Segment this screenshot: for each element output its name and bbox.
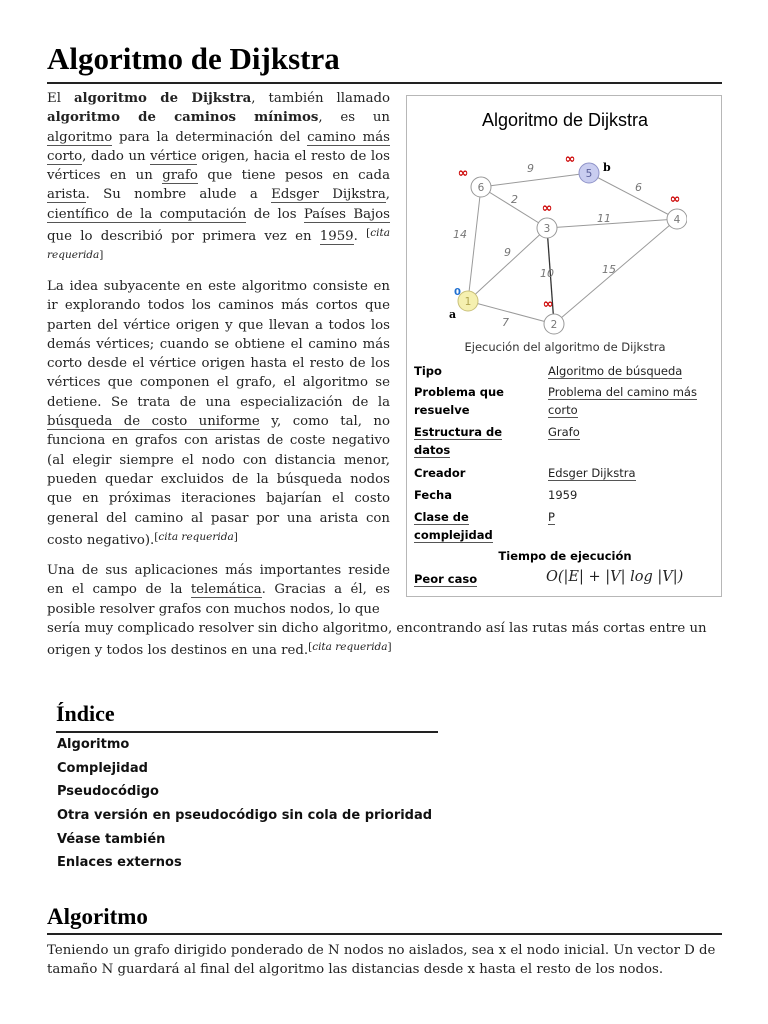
text: de los [246, 206, 304, 222]
toc-item[interactable]: Véase también [57, 831, 166, 847]
link-algoritmo[interactable]: algoritmo [47, 129, 113, 145]
link-creador[interactable]: Edsger Dijkstra [548, 466, 636, 480]
intro-paragraph [47, 89, 390, 269]
toc-item[interactable]: Algoritmo [57, 737, 130, 752]
infinity-icon: ∞ [542, 297, 554, 312]
dijkstra-graph-image[interactable] [447, 146, 687, 336]
infinity-icon: ∞ [669, 192, 681, 207]
toc-title: Índice [56, 699, 438, 733]
link-grafo[interactable]: grafo [162, 168, 198, 184]
edge-weight-label: 9 [527, 162, 534, 175]
text: y, como tal, no funciona en grafos con aristas de coste negativo (al elegir siempre el nodo con distancia menor, pueden quedar excluidos de la búsqueda nodos que en próximas iteraciones bajarían el costo general del camino al pasar por una arista con costo negativo). [47, 414, 390, 548]
infobox [406, 95, 722, 597]
graph-edges [468, 173, 677, 324]
edge-weight-label: 14 [453, 228, 467, 241]
infobox-section-header: Tiempo de ejecución [498, 549, 632, 563]
row-label: Fecha [414, 488, 452, 502]
edge-weight-label: 2 [511, 193, 518, 206]
text: . Gracias a él, es posible resolver grafos con muchos nodos, lo que [47, 582, 390, 617]
text: El [47, 91, 74, 106]
link-telematica[interactable]: telemática [190, 582, 262, 598]
text: que lo describió por primera vez en [47, 229, 320, 245]
link-grafo-infobox[interactable]: Grafo [548, 425, 580, 439]
link-algoritmo-busqueda[interactable]: Algoritmo de búsqueda [548, 364, 683, 378]
bracket: [ [154, 530, 159, 543]
edge-weight-label: 11 [597, 212, 611, 225]
node-label: 6 [477, 182, 485, 194]
row-label: Tipo [414, 364, 442, 378]
text: sería muy complicado resolver sin dicho algoritmo, encontrando así las rutas más cortas entre un origen y todos los destinos en una red. [47, 621, 707, 659]
table-of-contents [57, 736, 432, 878]
edge-1-3 [468, 228, 547, 301]
node-label: 4 [673, 214, 681, 226]
link-clase-p[interactable]: P [548, 510, 555, 524]
section-heading: Algoritmo [47, 902, 722, 935]
citation-text: cita requerida [312, 641, 388, 654]
page-title: Algoritmo de Dijkstra [47, 40, 722, 84]
link-arista[interactable]: arista [47, 187, 86, 203]
infobox-title: Algoritmo de Dijkstra [481, 110, 649, 130]
link-vertice[interactable]: vértice [150, 148, 197, 164]
link-problema-camino[interactable]: Problema del camino más corto [548, 385, 697, 417]
row-value[interactable] [548, 383, 718, 419]
zero-distance-label: 0 [454, 287, 461, 298]
text: que tiene pesos en cada [197, 168, 390, 184]
bracket: ] [233, 530, 238, 543]
text: , [385, 187, 390, 203]
edge-weight-label: 9 [504, 246, 511, 259]
text: . Su nombre alude a [85, 187, 272, 203]
row-value[interactable] [548, 464, 718, 482]
link-peor-caso[interactable]: Peor caso [414, 572, 478, 586]
edge-6-5 [481, 173, 589, 187]
text: para la determinación del [112, 129, 308, 145]
section-paragraph: Teniendo un grafo dirigido ponderado de N nodos no aislados, sea x el nodo inicial. Un vector D de tamaño N guardará al final del algoritmo las distancias desde x hasta el resto de los nodos. [47, 943, 716, 978]
row-value[interactable] [548, 508, 718, 526]
node-name-label: a [449, 308, 457, 321]
node-label: 1 [464, 296, 472, 308]
infinity-icon: ∞ [457, 166, 469, 181]
bracket: ] [99, 249, 104, 262]
link-estructura-datos[interactable]: Estructura de datos [414, 425, 503, 457]
edge-3-4 [547, 219, 677, 228]
row-label [414, 423, 524, 459]
row-label [414, 570, 524, 588]
bracket: [ [308, 641, 313, 654]
text: Una de sus aplicaciones más importantes reside en el campo de la [47, 563, 390, 598]
toc-item[interactable]: Complejidad [57, 760, 148, 776]
link-camino-mas-corto[interactable]: camino más corto [47, 129, 390, 164]
row-label [414, 508, 524, 544]
citation-text: cita requerida [158, 530, 234, 543]
applications-paragraph-continued [47, 619, 727, 661]
citation-needed[interactable] [154, 531, 238, 543]
link-edsger-dijkstra[interactable]: Edsger Dijkstra [271, 187, 386, 203]
node-label: 3 [543, 223, 551, 235]
node-name-label: b [603, 161, 611, 174]
link-clase-complejidad[interactable]: Clase de complejidad [414, 510, 493, 542]
row-value[interactable] [548, 362, 718, 380]
text: , dado un [82, 148, 151, 164]
edge-6-1 [468, 187, 481, 301]
toc-item[interactable]: Pseudocódigo [57, 784, 159, 800]
link-paises-bajos[interactable]: Países Bajos [303, 206, 390, 222]
complexity-formula: O(|E| + |V| log |V|) [546, 569, 684, 585]
edge-weight-label: 6 [635, 181, 642, 194]
row-label: Creador [414, 466, 466, 480]
toc-item[interactable]: Otra versión en pseudocódigo sin cola de prioridad [57, 808, 433, 824]
row-value[interactable] [548, 423, 718, 441]
text: La idea subyacente en este algoritmo consiste en ir explorando todos los caminos más cortos que parten del vértice origen y que llevan a todos los demás vértices; cuando se obtiene el camino más corto desde el vértice origen hasta el resto de los vértices que componen el grafo, el algoritmo se detiene. Se trata de una especialización de la [47, 279, 390, 410]
row-value: 1959 [548, 488, 578, 502]
infinity-icon: ∞ [541, 201, 553, 216]
edge-weight-label: 7 [502, 316, 509, 329]
text: . [353, 229, 358, 245]
infobox-caption: Ejecución del algoritmo de Dijkstra [464, 340, 666, 354]
edge-weight-label: 10 [540, 267, 554, 280]
node-label: 2 [550, 319, 558, 331]
bracket: ] [387, 641, 392, 654]
text: , es un [318, 110, 390, 126]
infinity-icon: ∞ [564, 152, 576, 167]
bold-term: algoritmo de Dijkstra [73, 91, 252, 106]
link-1959[interactable]: 1959 [319, 229, 354, 245]
row-label: Problema que resuelve [414, 385, 504, 417]
edge-1-2 [468, 301, 554, 324]
citation-text: cita requerida [47, 227, 390, 262]
idea-paragraph [47, 277, 390, 550]
link-busqueda-costo-uniforme[interactable]: búsqueda de costo uniforme [47, 414, 260, 430]
bracket: [ [366, 227, 371, 240]
node-label: 5 [585, 168, 593, 180]
edge-weight-label: 15 [602, 263, 616, 276]
applications-paragraph [47, 561, 390, 619]
bold-term: algoritmo de caminos mínimos [47, 110, 319, 126]
toc-item[interactable]: Enlaces externos [57, 855, 182, 871]
link-cientifico-computacion[interactable]: científico de la computación [47, 206, 247, 222]
text: , también llamado [251, 91, 391, 106]
citation-needed[interactable] [308, 641, 392, 653]
text: origen, hacia el resto de los vértices en un [47, 148, 390, 184]
